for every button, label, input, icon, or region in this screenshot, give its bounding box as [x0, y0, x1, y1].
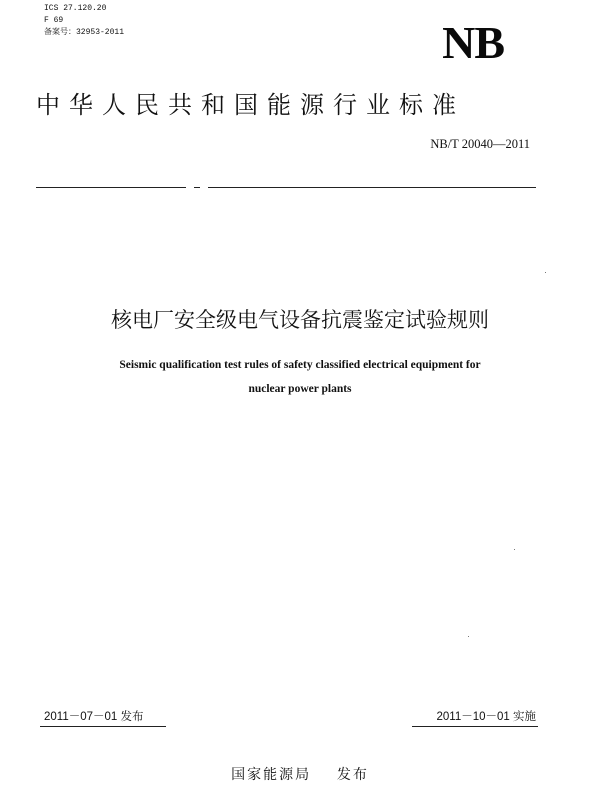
standard-number: NB/T 20040—2011 — [430, 137, 530, 151]
implementation-date: 2011－10－01 实施 — [436, 711, 536, 723]
title-english-line2: nuclear power plants — [248, 383, 352, 395]
issue-date-underline — [40, 726, 166, 727]
scan-speck — [514, 549, 515, 550]
ccs-code: F 69 — [44, 16, 64, 25]
title-english-line1: Seismic qualification test rules of safety classified electrical equipment for — [119, 359, 481, 371]
issue-date: 2011－07－01 发布 — [44, 711, 144, 723]
standard-organization: 中华人民共和国能源行业标准 — [36, 91, 465, 119]
header-divider-dash — [194, 187, 200, 188]
scan-speck — [545, 272, 546, 273]
title-chinese: 核电厂安全级电气设备抗震鉴定试验规则 — [111, 308, 489, 332]
header-divider-left — [36, 187, 186, 188]
ics-code: ICS 27.120.20 — [44, 4, 107, 13]
implementation-date-underline — [412, 726, 538, 727]
publisher: 国家能源局 发布 — [231, 767, 369, 783]
nb-logo: NB — [442, 17, 504, 68]
record-number: 备案号：32953-2011 — [44, 28, 125, 37]
scan-speck — [468, 636, 469, 637]
header-divider-right — [208, 187, 536, 188]
